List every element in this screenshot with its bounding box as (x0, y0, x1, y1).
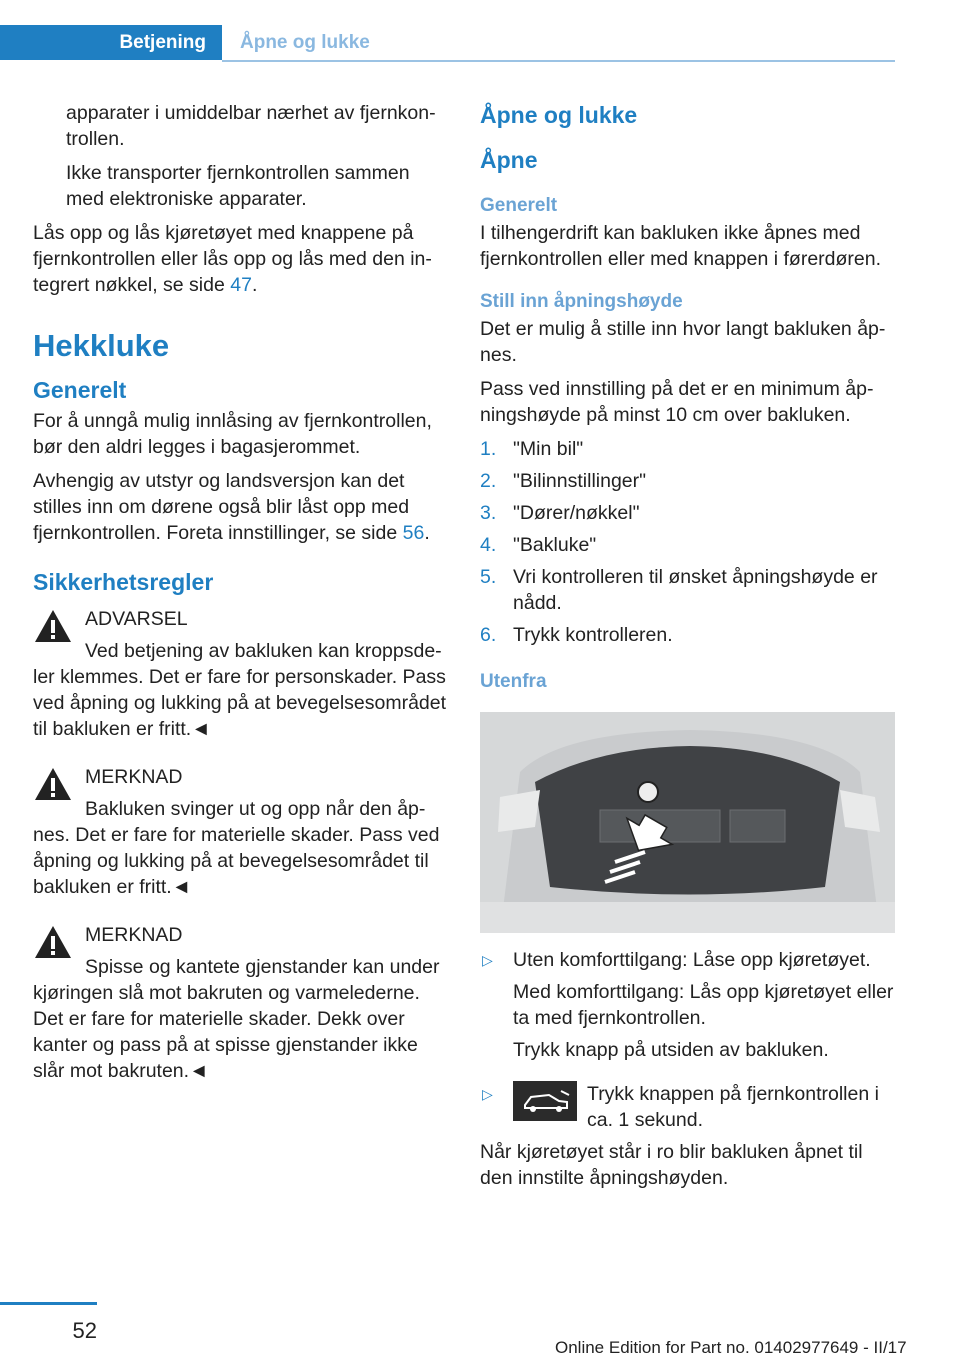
heading-hekkluke: Hekkluke (33, 328, 170, 363)
page-link[interactable]: 47 (230, 274, 252, 296)
warning-title: ADVARSEL (85, 608, 188, 630)
heading-apne: Åpne (480, 147, 538, 173)
notice-body: Spisse og kantete gjenstander kan under kjøringen slå mot bakruten og varmelederne. Det er fare for materielle skader. Dekk over kanter og pass på at spisse gjenstander ikke slår mot bakruten.◄ (33, 956, 440, 1082)
page-link[interactable]: 56 (402, 522, 425, 544)
heading-apne-og-lukke: Åpne og lukke (480, 102, 638, 128)
header-rule (222, 60, 895, 62)
chapter-tab[interactable]: Åpne og lukke (240, 32, 370, 53)
heading-generelt: Generelt (480, 195, 558, 216)
tailgate-illustration (480, 712, 895, 933)
paragraph: Ikke transporter fjernkontrollen sammen med elektroniske apparater. (66, 162, 410, 210)
page-number: 52 (72, 1318, 97, 1343)
steps-list (480, 436, 895, 648)
heading-still-inn: Still inn åpningshøyde (480, 291, 683, 312)
remote-tailgate-button-icon (513, 1081, 577, 1121)
heading-utenfra: Utenfra (480, 671, 547, 692)
list-item: ▷ Uten komforttilgang: Låse opp kjøretøyet. (482, 949, 871, 971)
paragraph: Med komforttilgang: Lås opp kjøretøyet eller ta med fjernkontrollen. (513, 981, 894, 1029)
notice-title: MERKNAD (85, 924, 183, 946)
list-item: 5. Vri kontrolleren til ønsket åpningshøyde er nådd. (480, 566, 878, 614)
right-column (480, 100, 895, 1199)
car-rear-image (480, 712, 895, 933)
left-column (33, 100, 448, 1084)
paragraph: Det er mulig å stille inn hvor langt bakluken åpnes. (480, 318, 886, 366)
paragraph: Lås opp og lås kjøretøyet med knappene på fjernkontrollen eller lås opp og lås med den integrert nøkkel, se side 47. (33, 222, 432, 296)
footer-rule (0, 1302, 97, 1305)
list-item: 1. "Min bil" (480, 438, 584, 460)
page-header (0, 0, 895, 62)
warning-body: Ved betjening av bakluken kan kroppsdeler klemmes. Det er fare for personskader. Pass ved åpning og lukking på at bevegelsesområdet til bakluken er fritt.◄ (33, 640, 447, 740)
paragraph: Avhengig av utstyr og landsversjon kan det stilles inn om dørene også blir låst opp med fjernkontrollen. Foreta innstillinger, se side 56. (33, 470, 430, 544)
triangle-bullet-icon: ▷ (482, 952, 493, 968)
list-item: 4. "Bakluke" (480, 534, 597, 556)
paragraph: I tilhengerdrift kan bakluken ikke åpnes med fjernkontrollen eller med knappen i førerdøren. (480, 222, 882, 270)
list-item: 2. "Bilinnstillinger" (480, 470, 647, 492)
heading-sikkerhetsregler: Sikkerhetsregler (33, 569, 214, 595)
notice-title: MERKNAD (85, 766, 183, 788)
paragraph: Trykk knapp på utsiden av bakluken. (513, 1039, 829, 1061)
list-item: ▷ Trykk knappen på fjernkontrollen i ca. 1 sekund. (482, 1083, 879, 1131)
notice-block (33, 922, 448, 1084)
paragraph: Pass ved innstilling på det er en minimum åpningshøyde på minst 10 cm over bakluken. (480, 378, 874, 426)
list-item: 3. "Dører/nøkkel" (480, 502, 640, 524)
notice-body: Bakluken svinger ut og opp når den åpnes. Det er fare for materielle skader. Pass ved åpning og lukking på at bevegelsesområdet til bakluken er fritt.◄ (33, 798, 440, 898)
paragraph: For å unngå mulig innlåsing av fjernkontrollen, bør den aldri legges i bagasjerommet. (33, 410, 432, 458)
warning-icon (33, 608, 73, 644)
edition-text: Online Edition for Part no. 01402977649 - II/17 (555, 1338, 907, 1357)
notice-block (33, 764, 448, 900)
list-item: 6. Trykk kontrolleren. (480, 624, 673, 646)
paragraph: Når kjøretøyet står i ro blir bakluken åpnet til den innstilte åpningshøyden. (480, 1141, 863, 1189)
warning-block (33, 606, 448, 742)
heading-generelt: Generelt (33, 377, 127, 403)
section-tab[interactable]: Betjening (0, 25, 222, 60)
triangle-bullet-icon: ▷ (482, 1086, 493, 1102)
warning-icon (33, 924, 73, 960)
paragraph: apparater i umiddelbar nærhet av fjernkontrollen. (66, 102, 436, 150)
warning-icon (33, 766, 73, 802)
